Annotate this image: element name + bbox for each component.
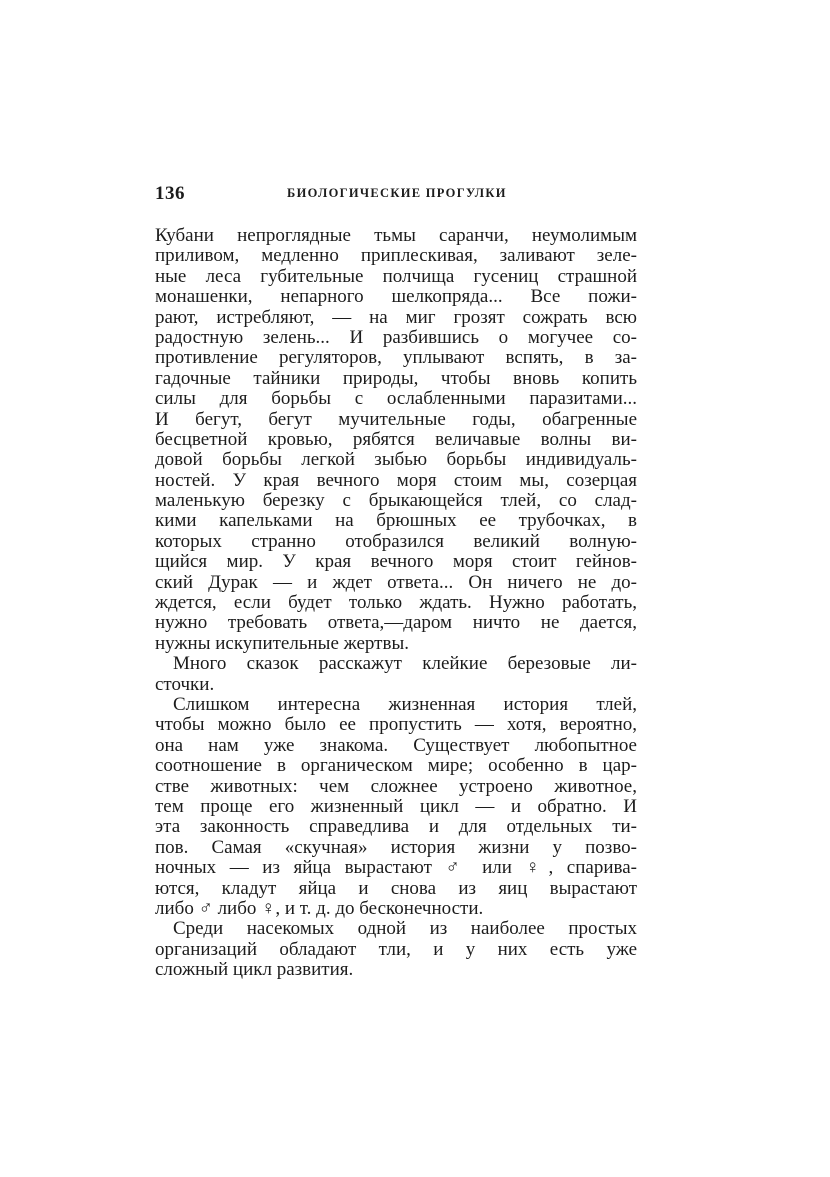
text-line: эта законность справедлива и для отдельных ти- xyxy=(155,816,637,838)
text-line: Слишком интересна жизненная история тлей, xyxy=(173,693,637,715)
text-line: ночных — из яйца вырастают ♂ или ♀, спарива- xyxy=(155,857,637,879)
paragraph-4 xyxy=(155,919,637,980)
text-line: нужны искупительные жертвы. xyxy=(155,632,409,654)
paragraph-2 xyxy=(155,654,637,695)
text-line: ются, кладут яйца и снова из яиц вырастают xyxy=(155,877,637,899)
text-line: ский Дурак — и ждет ответа... Он ничего не до- xyxy=(155,571,637,593)
text-line: маленькую березку с брыкающейся тлей, со слад- xyxy=(155,490,637,512)
text-line: соотношение в органическом мире; особенно в цар- xyxy=(155,755,637,777)
text-line: кими капельками на брюшных ее трубочках, в xyxy=(155,510,637,532)
text-line: она нам уже знакома. Существует любопытное xyxy=(155,734,637,756)
text-line: бесцветной кровью, рябятся величавые волны ви- xyxy=(155,428,637,450)
text-line: чтобы можно было ее пропустить — хотя, вероятно, xyxy=(155,714,637,736)
text-line: Много сказок расскажут клейкие березовые ли- xyxy=(173,653,637,675)
text-line: щийся мир. У края вечного моря стоит гейнов- xyxy=(155,551,637,573)
text-line: организаций обладают тли, и у них есть уже xyxy=(155,938,637,960)
text-line: ждется, если будет только ждать. Нужно работать, xyxy=(155,592,637,614)
text-line: И бегут, бегут мучительные годы, обагренные xyxy=(155,408,637,430)
text-line: ностей. У края вечного моря стоим мы, созерцая xyxy=(155,469,637,491)
text-line: Кубани непроглядные тьмы саранчи, неумолимым xyxy=(155,225,637,246)
text-line: ные леса губительные полчища гусениц страшной xyxy=(155,265,637,287)
text-line: радостную зелень... И разбившись о могучее со- xyxy=(155,326,637,348)
text-line: пов. Самая «скучная» история жизни у позво- xyxy=(155,836,637,858)
text-line: которых странно отобразился великий волную- xyxy=(155,530,637,552)
text-line: сложный цикл развития. xyxy=(155,959,354,981)
text-line: противление регуляторов, уплывают вспять, в за- xyxy=(155,347,637,369)
text-line: сточки. xyxy=(155,673,215,695)
body-text xyxy=(155,226,637,980)
text-line: тем проще его жизненный цикл — и обратно. И xyxy=(155,795,637,817)
running-title: БИОЛОГИЧЕСКИЕ ПРОГУЛКИ xyxy=(287,186,507,200)
text-line: нужно требовать ответа,—даром ничто не дается, xyxy=(155,612,637,634)
text-line: Среди насекомых одной из наиболее простых xyxy=(173,918,637,940)
text-line: рают, истребляют, — на миг грозят сожрать всю xyxy=(155,306,637,328)
running-head xyxy=(155,183,637,207)
text-line: стве животных: чем сложнее устроено животное, xyxy=(155,775,637,797)
text-line: гадочные тайники природы, чтобы вновь копить xyxy=(155,367,637,389)
text-line: довой борьбы легкой зыбью борьбы индивидуаль- xyxy=(155,449,637,471)
paragraph-1 xyxy=(155,226,637,654)
text-line: монашенки, непарного шелкопряда... Все пожи- xyxy=(155,286,637,308)
paragraph-3 xyxy=(155,695,637,919)
text-line: силы для борьбы с ослабленными паразитами... xyxy=(155,388,637,410)
text-line: либо ♂ либо ♀, и т. д. до бесконечности. xyxy=(155,897,484,919)
text-line: приливом, медленно приплескивая, заливают зеле- xyxy=(155,245,637,267)
page-number: 136 xyxy=(155,183,185,204)
